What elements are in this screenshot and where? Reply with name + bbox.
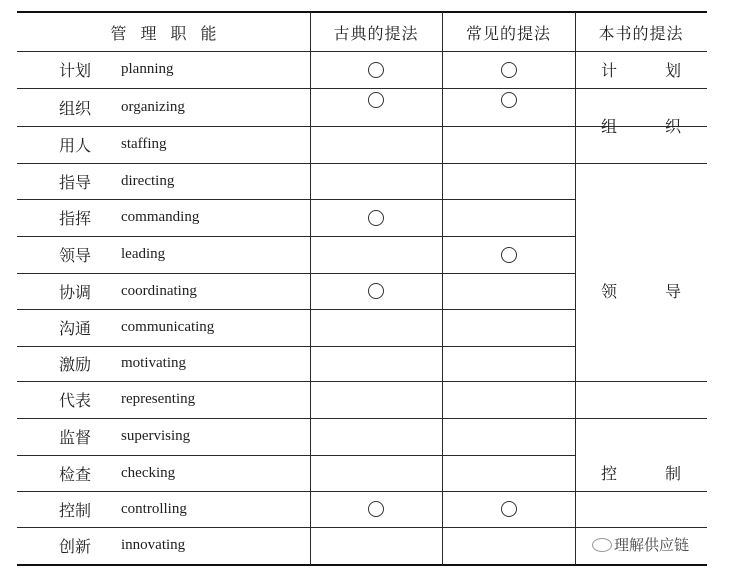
function-en: staffing [121,136,167,152]
book-term-cell [575,51,707,88]
circle-mark-icon [368,62,384,78]
header-common: 常见的提法 [465,23,551,43]
function-cn: 组织 [59,98,92,118]
book-term-cell [575,163,707,418]
book-term-char: 领 [600,282,617,301]
table-row [17,236,310,273]
function-cn: 用人 [59,136,92,155]
circle-mark-icon [501,501,517,517]
function-en: coordinating [121,282,197,299]
function-en: motivating [121,355,186,371]
table-row [17,199,310,236]
watermark-text: 理解供应链 [614,536,690,554]
header-classic: 古典的提法 [333,23,419,43]
circle-mark-icon [368,92,384,108]
circle-mark-icon [368,210,384,226]
classic-cell [310,199,442,236]
function-en: commanding [121,209,200,225]
classic-cell [310,88,442,126]
common-cell [442,199,575,236]
function-cn: 计划 [59,61,92,80]
function-cn: 检查 [59,464,92,484]
classic-cell [310,346,442,381]
table-row [17,273,310,309]
function-en: controlling [121,500,187,517]
function-cn: 领导 [59,246,92,265]
classic-cell [310,126,442,163]
function-cn: 监督 [59,428,92,447]
book-term-cell [575,418,707,527]
common-cell [442,381,575,418]
row-divider [17,564,707,566]
circle-mark-icon [501,62,517,78]
table-row [17,309,310,346]
common-cell [442,163,575,199]
common-cell [442,527,575,564]
circle-mark-icon [368,501,384,517]
common-cell [442,88,575,126]
row-divider [17,11,707,13]
classic-cell [310,418,442,455]
common-cell [442,455,575,491]
common-cell [442,309,575,346]
common-cell [442,346,575,381]
classic-cell [310,491,442,527]
function-cn: 控制 [59,500,92,520]
classic-cell [310,309,442,346]
book-term-char: 计 [600,61,617,80]
management-functions-table [17,11,707,565]
table-row [17,418,310,455]
table-row [17,455,310,491]
function-cn: 激励 [59,355,92,374]
book-term-char: 划 [665,61,682,80]
function-en: checking [121,464,176,481]
table-row [17,527,310,564]
classic-cell [310,381,442,418]
function-en: communicating [121,319,215,335]
function-en: organizing [121,98,185,115]
circle-mark-icon [501,92,517,108]
function-cn: 协调 [59,282,92,302]
common-cell [442,273,575,309]
common-cell [442,491,575,527]
wechat-icon [592,538,612,552]
function-en: supervising [121,428,191,444]
classic-cell [310,455,442,491]
header-book: 本书的提法 [598,23,684,43]
book-term-char: 织 [665,117,682,136]
function-en: innovating [121,537,186,553]
table-row [17,381,310,418]
watermark [592,534,689,555]
common-cell [442,51,575,88]
function-en: directing [121,172,175,189]
book-term-char: 导 [665,282,682,301]
header-function: 管理职能 [110,23,231,43]
classic-cell [310,51,442,88]
function-en: leading [121,246,166,262]
classic-cell [310,236,442,273]
table-row [17,163,310,199]
book-term-char: 控 [600,464,617,483]
common-cell [442,236,575,273]
book-term-char: 组 [600,117,617,136]
common-cell [442,126,575,163]
function-cn: 指导 [59,172,92,192]
book-term-cell [575,88,707,163]
table-row [17,346,310,381]
table-row [17,88,310,126]
table-row [17,51,310,88]
function-cn: 创新 [59,537,92,556]
function-en: planning [121,61,174,77]
function-cn: 代表 [59,391,92,410]
function-cn: 沟通 [59,319,92,338]
book-term-char: 制 [665,464,682,483]
function-cn: 指挥 [59,209,92,228]
circle-mark-icon [501,247,517,263]
table-row [17,491,310,527]
circle-mark-icon [368,283,384,299]
function-en: representing [121,391,196,407]
classic-cell [310,273,442,309]
classic-cell [310,163,442,199]
classic-cell [310,527,442,564]
table-row [17,126,310,163]
common-cell [442,418,575,455]
